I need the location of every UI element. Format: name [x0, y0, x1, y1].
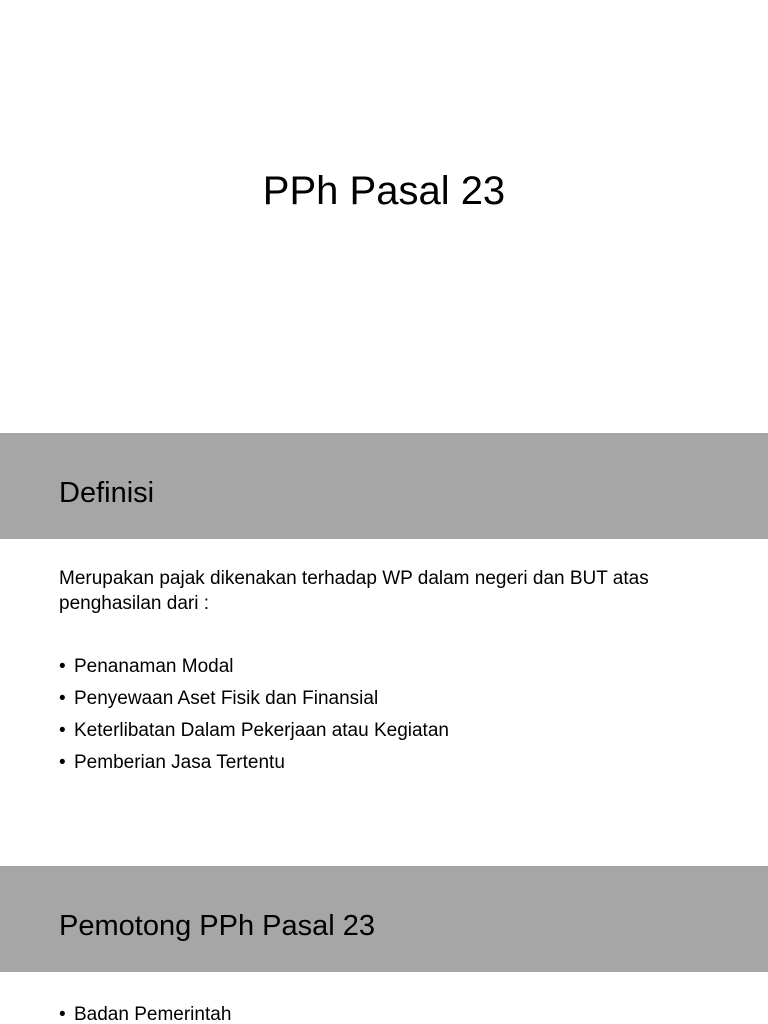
list-item: • Badan Pemerintah: [59, 999, 709, 1024]
definisi-paragraph-line-2: penghasilan dari :: [59, 593, 209, 614]
title-slide: [0, 0, 768, 433]
section-heading-definisi: Definisi: [59, 477, 155, 509]
section-header-pemotong: [0, 866, 768, 972]
pemotong-bullet-list: [59, 999, 709, 1024]
definisi-bullet-list: [59, 651, 709, 779]
section-header-definisi: [0, 433, 768, 539]
definisi-paragraph-line-1: Merupakan pajak dikenakan terhadap WP dalam negeri dan BUT atas: [59, 568, 649, 589]
definisi-paragraph: [59, 566, 709, 616]
list-item: • Pemberian Jasa Tertentu: [59, 747, 709, 779]
section-heading-pemotong: Pemotong PPh Pasal 23: [59, 910, 375, 942]
list-item: • Penanaman Modal: [59, 651, 709, 683]
page-title: PPh Pasal 23: [262, 169, 506, 213]
definisi-body: [59, 566, 709, 616]
list-item: • Penyewaan Aset Fisik dan Finansial: [59, 683, 709, 715]
list-item: • Keterlibatan Dalam Pekerjaan atau Kegiatan: [59, 715, 709, 747]
